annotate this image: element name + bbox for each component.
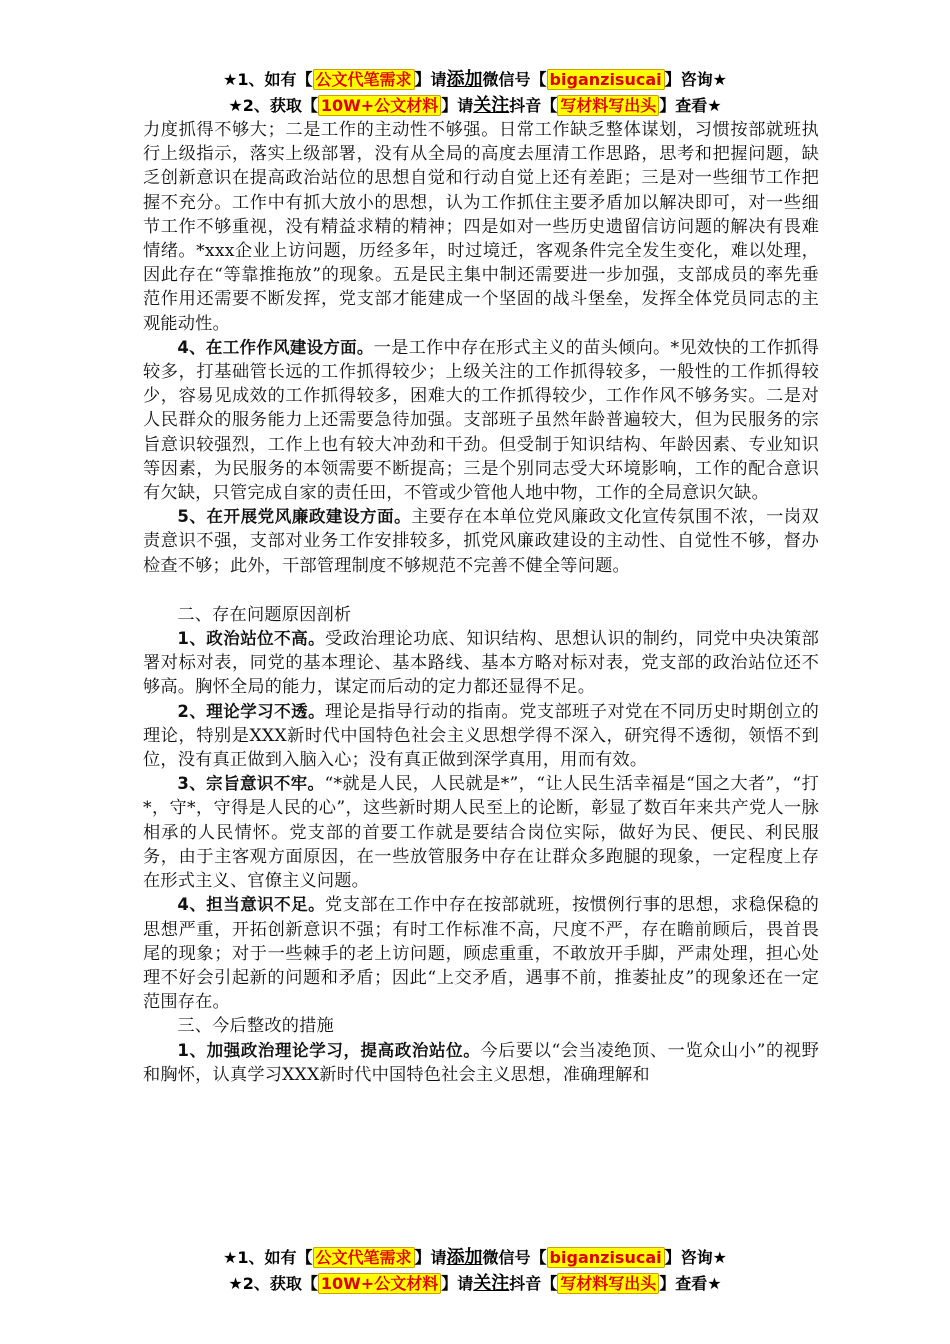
section-heading: 二、存在问题原因剖析 (177, 604, 352, 625)
highlight-materials: 10W+公文材料 (318, 95, 441, 116)
paragraph-heading: 4、在工作作风建设方面。 (177, 337, 374, 357)
paragraph-heading: 2、理论学习不透。 (177, 701, 326, 721)
banner-line-1: ★1、如有【 公文代笔需求 】请添加微信号【 biganzisucai 】咨询★ (223, 1247, 727, 1268)
paragraph-heading: 4、担当意识不足。 (177, 895, 326, 915)
paragraph: 力度抓得不够大；二是工作的主动性不够强。日常工作缺乏整体谋划，习惯按部就班执行上级指示，落实上级部署，没有从全局的高度去厘清工作思路，思考和把握问题，缺乏创新意识在提高政治站位的思想自觉和行动自觉上还有差距；三是对一些细节工作把握不充分。工作中有抓大放小的思想，认为工作抓住主要矛盾加以解决即可，对一些细节工作不够重视，没有精益求精的精神；四是如对一些历史遗留信访问题的解决有畏难情绪。*xxx企业上访问题，历经多年，时过境迁，客观条件完全发生变化，难以处理，因此存在“等靠推拖放”的现象。五是民主集中制还需要进一步加强，支部成员的率先垂范作用还需要不断发挥，党支部才能建成一个坚固的战斗堡垒，发挥全体党员同志的主观能动性。 (143, 120, 819, 334)
star-icon: ★ (223, 1248, 238, 1267)
paragraph-heading: 5、在开展党风廉政建设方面。 (177, 507, 412, 527)
highlight-douyin: 写材料写出头 (557, 1273, 659, 1294)
paragraph: 3、宗旨意识不牢。“*就是人民，人民就是*”，“让人民生活幸福是“国之大者”，“打*，守*，守得是人民的心”，这些新时期人民至上的论断，彰显了数百年来共产党人一脉相承的人民情怀。党支部的首要工作就是要结合岗位实际，做好为民、便民、利民服务，由于主客观方面原因，在一些放管服务中存在让群众多跑腿的现象，一定程度上存在形式主义、官僚主义问题。 (143, 774, 819, 892)
paragraph-heading: 1、加强政治理论学习，提高政治站位。 (177, 1040, 481, 1060)
star-icon: ★ (223, 70, 238, 89)
paragraph: 4、在工作作风建设方面。一是工作中存在形式主义的苗头倾向。*见效快的工作抓得较多，打基础管长远的工作抓得较少；上级关注的工作抓得较多，一般性的工作抓得较少，容易见成效的工作抓得较多，困难大的工作抓得较少，工作作风不够务实。二是对人民群众的服务能力上还需要急待加强。支部班子虽然年龄普遍较大，但为民服务的宗旨意识较强烈，工作上也有较大冲劲和干劲。但受制于知识结构、年龄因素、专业知识等因素，为民服务的本领需要不断提高；三是个别同志受大环境影响，工作的配合意识有欠缺，只管完成自家的责任田，不管或少管他人地中物，工作的全局意识欠缺。 (143, 337, 820, 504)
footer-banner (0, 1245, 950, 1297)
paragraph: 2、理论学习不透。理论是指导行动的指南。党支部班子对党在不同历史时期创立的理论，特别是XXX新时代中国特色社会主义思想学得不深入，研究得不透彻，领悟不到位，没有真正做到入脑入心；没有真正做到深学真用，用而有效。 (143, 701, 820, 771)
star-icon: ★ (228, 1274, 243, 1293)
paragraph: 1、政治站位不高。受政治理论功底、知识结构、思想认识的制约，同党中央决策部署对标对表，同党的基本理论、基本路线、基本方略对标对表，党支部的政治站位还不够高。胸怀全局的能力，谋定而后动的定力都还显得不足。 (143, 629, 820, 698)
banner-line-2: ★2、获取【 10W+公文材料 】请关注抖音【 写材料写出头 】查看★ (228, 1273, 722, 1294)
banner-line-1: ★1、如有【 公文代笔需求 】请添加微信号【 biganzisucai 】咨询★ (223, 69, 727, 90)
header-banner (0, 67, 950, 119)
paragraph: 1、加强政治理论学习，提高政治站位。今后要以“会当凌绝顶、一览众山小”的视野和胸怀，认真学习XXX新时代中国特色社会主义思想，准确理解和 (143, 1040, 819, 1085)
paragraph-heading: 1、政治站位不高。 (177, 629, 326, 649)
highlight-douyin: 写材料写出头 (557, 95, 659, 116)
document-body (143, 118, 819, 1087)
section-heading: 三、今后整改的措施 (177, 1016, 334, 1037)
highlight-service: 公文代笔需求 (313, 1247, 415, 1268)
star-icon: ★ (228, 96, 243, 115)
spacer (143, 578, 819, 603)
paragraph-heading: 3、宗旨意识不牢。 (177, 774, 325, 794)
paragraph: 4、担当意识不足。党支部在工作中存在按部就班，按惯例行事的思想，求稳保稳的思想严重，开拓创新意识不强；有时工作标准不高，尺度不严，存在瞻前顾后，畏首畏尾的现象；对于一些棘手的老上访问题，顾虑重重，不敢放开手脚，严肃处理，担心处理不好会引起新的问题和矛盾；因此“上交矛盾，遇事不前，推萎扯皮”的现象还在一定范围存在。 (143, 895, 820, 1013)
highlight-materials: 10W+公文材料 (318, 1273, 441, 1294)
banner-line-2: ★2、获取【 10W+公文材料 】请关注抖音【 写材料写出头 】查看★ (228, 95, 722, 116)
paragraph: 5、在开展党风廉政建设方面。主要存在本单位党风廉政文化宣传氛围不浓，一岗双责意识不强，支部对业务工作安排较多，抓党风廉政建设的主动性、自觉性不够，督办检查不够；此外，干部管理制度不够规范不完善不健全等问题。 (143, 507, 820, 576)
highlight-wechat-id: biganzisucai (547, 1247, 665, 1268)
highlight-service: 公文代笔需求 (313, 69, 415, 90)
highlight-wechat-id: biganzisucai (547, 69, 665, 90)
